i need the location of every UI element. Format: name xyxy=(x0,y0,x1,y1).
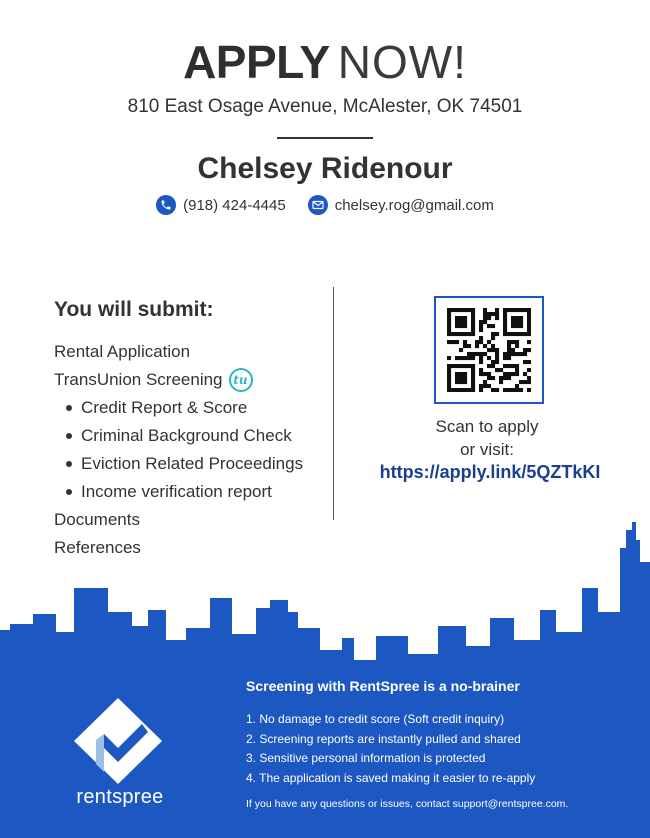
agent-name: Chelsey Ridenour xyxy=(197,152,453,185)
scan-line-1: Scan to apply xyxy=(435,417,539,436)
list-item-label: Rental Application xyxy=(54,342,191,361)
transunion-logo-icon: tu xyxy=(229,368,253,392)
list-item-label: References xyxy=(54,538,141,557)
list-item-label: Income verification report xyxy=(81,482,272,501)
list-item-label: Eviction Related Proceedings xyxy=(81,454,304,473)
apply-link[interactable]: https://apply.link/5QZTkKI xyxy=(379,462,601,482)
benefit-item: 4. The application is saved making it easier to re-apply xyxy=(246,770,536,785)
list-item-label: Documents xyxy=(54,510,140,529)
brand-part-2: spree xyxy=(112,786,164,808)
rentspree-wordmark xyxy=(72,786,168,809)
title-now: NOW! xyxy=(337,36,467,88)
footer-heading: Screening with RentSpree is a no-brainer xyxy=(246,678,520,694)
rentspree-logo-icon xyxy=(70,696,166,786)
list-item-label: Criminal Background Check xyxy=(81,426,292,445)
submit-title: You will submit: xyxy=(54,298,214,321)
phone-number: (918) 424-4445 xyxy=(183,196,286,214)
brand-part-1: rent xyxy=(76,786,113,808)
list-item-label: TransUnion Screening xyxy=(54,370,223,389)
benefit-item: 1. No damage to credit score (Soft credit inquiry) xyxy=(246,712,505,726)
benefit-item: 2. Screening reports are instantly pulled and shared xyxy=(246,731,521,746)
property-address: 810 East Osage Avenue, McAlester, OK 74501 xyxy=(127,96,523,117)
scan-line-2: or visit: xyxy=(460,440,514,459)
title-apply: APPLY xyxy=(183,36,330,88)
benefit-item: 3. Sensitive personal information is protected xyxy=(246,751,486,765)
support-note: If you have any questions or issues, contact support@rentspree.com. xyxy=(246,798,569,810)
benefits-list xyxy=(246,710,535,788)
list-item-label: Credit Report & Score xyxy=(81,398,248,417)
email-address: chelsey.rog@gmail.com xyxy=(334,196,494,214)
